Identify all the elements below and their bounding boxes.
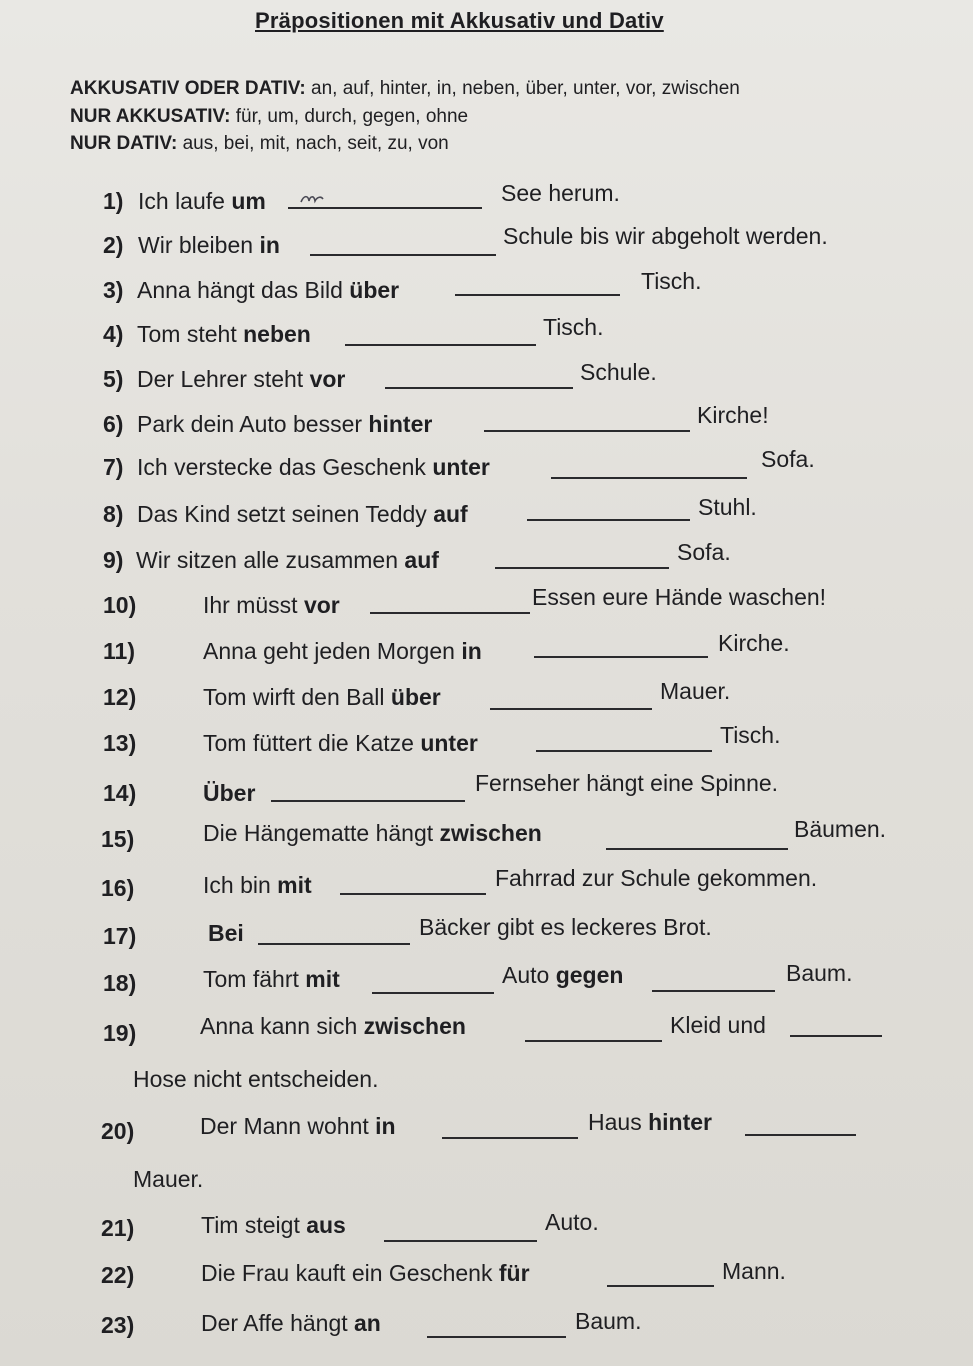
exercise-lead: Tom steht xyxy=(137,321,237,347)
exercise-tail: Baum. xyxy=(786,960,853,986)
answer-blank[interactable] xyxy=(534,656,708,658)
exercise-text xyxy=(137,501,468,528)
exercise-tail: Kirche. xyxy=(718,630,790,656)
exercise-text xyxy=(203,820,542,847)
exercise-tail: Bäumen. xyxy=(794,816,887,842)
exercise-text xyxy=(200,1013,466,1040)
answer-blank[interactable] xyxy=(345,344,536,346)
exercise-lead: Anna geht jeden Morgen xyxy=(203,638,455,664)
exercise-number: 8) xyxy=(103,501,124,527)
exercise-lead: Wir bleiben xyxy=(138,232,254,258)
exercise-text xyxy=(201,1260,530,1287)
exercise-continuation: Hose nicht entscheiden. xyxy=(133,1066,379,1092)
rule-label: AKKUSATIV ODER DATIV: xyxy=(70,78,306,99)
exercise-lead: Tim steigt xyxy=(201,1212,300,1238)
exercise-text xyxy=(137,454,490,481)
exercise-lead: Das Kind setzt seinen Teddy xyxy=(137,501,427,527)
exercise-text xyxy=(588,1109,712,1136)
exercise-tail: Essen eure Hände waschen! xyxy=(532,584,827,610)
rule-text: aus, bei, mit, nach, seit, zu, von xyxy=(182,133,449,154)
exercise-number: 20) xyxy=(101,1118,135,1144)
exercise-tail: Auto. xyxy=(545,1209,599,1235)
exercise-number: 23) xyxy=(101,1312,135,1338)
rule-label: NUR DATIV: xyxy=(70,133,178,154)
exercise-preposition: gegen xyxy=(555,962,624,988)
exercise-text xyxy=(670,1012,766,1039)
exercise-lead: Tom wirft den Ball xyxy=(203,684,385,710)
exercise-preposition: Über xyxy=(203,780,256,806)
exercise-middle: Haus xyxy=(588,1109,642,1135)
exercise-number: 4) xyxy=(103,321,124,347)
exercise-lead: Die Hängematte hängt xyxy=(203,820,434,846)
answer-blank[interactable] xyxy=(288,207,482,209)
exercise-number: 7) xyxy=(103,454,124,480)
exercise-number: 18) xyxy=(103,970,137,996)
exercise-text xyxy=(136,547,439,574)
answer-blank[interactable] xyxy=(310,254,496,256)
exercise-number: 5) xyxy=(103,366,124,392)
answer-blank[interactable] xyxy=(455,294,620,296)
exercise-number: 15) xyxy=(101,826,135,852)
exercise-preposition: mit xyxy=(277,872,312,898)
exercise-text xyxy=(200,1113,396,1140)
exercise-text xyxy=(138,232,280,259)
exercise-preposition: an xyxy=(354,1310,381,1336)
exercise-preposition: mit xyxy=(305,966,340,992)
pencil-scribble-icon xyxy=(300,193,324,205)
exercise-preposition: zwischen xyxy=(439,820,542,846)
exercise-lead: Die Frau kauft ein Geschenk xyxy=(201,1260,493,1286)
exercise-preposition: für xyxy=(498,1260,530,1286)
exercise-preposition: in xyxy=(461,638,482,664)
answer-blank[interactable] xyxy=(427,1336,566,1338)
exercise-preposition: in xyxy=(375,1113,396,1139)
exercise-lead: Anna hängt das Bild xyxy=(137,277,343,303)
answer-blank[interactable] xyxy=(442,1137,578,1139)
exercise-preposition: vor xyxy=(303,592,340,618)
exercise-text xyxy=(137,411,432,438)
exercise-tail: Stuhl. xyxy=(698,494,757,520)
exercise-tail: Fahrrad zur Schule gekommen. xyxy=(495,865,818,891)
exercise-lead: Tom fährt xyxy=(203,966,299,992)
answer-blank[interactable] xyxy=(745,1134,856,1136)
exercise-tail: Tisch. xyxy=(641,268,702,294)
exercise-number: 10) xyxy=(103,592,137,618)
exercise-preposition: auf xyxy=(433,501,468,527)
exercise-number: 16) xyxy=(101,875,135,901)
exercise-preposition: aus xyxy=(306,1212,346,1238)
exercise-text xyxy=(137,321,311,348)
exercise-number: 3) xyxy=(103,277,124,303)
exercise-tail: Sofa. xyxy=(761,446,815,472)
exercise-text xyxy=(203,966,340,993)
exercise-number: 21) xyxy=(101,1215,135,1241)
exercise-text xyxy=(201,1212,346,1239)
exercise-preposition: hinter xyxy=(368,411,433,437)
answer-blank[interactable] xyxy=(271,800,465,802)
exercise-number: 2) xyxy=(103,232,124,258)
exercise-preposition: über xyxy=(349,277,400,303)
exercise-number: 17) xyxy=(103,923,137,949)
rule-text: für, um, durch, gegen, ohne xyxy=(235,106,469,127)
exercise-preposition: zwischen xyxy=(363,1013,466,1039)
exercise-preposition: unter xyxy=(432,454,490,480)
exercise-number: 19) xyxy=(103,1020,137,1046)
exercise-tail: Schule bis wir abgeholt werden. xyxy=(503,223,828,249)
exercise-tail: Fernseher hängt eine Spinne. xyxy=(475,770,779,796)
exercise-number: 12) xyxy=(103,684,137,710)
exercise-preposition: in xyxy=(259,232,280,258)
exercise-text xyxy=(201,1310,381,1337)
answer-blank[interactable] xyxy=(495,567,669,569)
exercise-preposition: hinter xyxy=(648,1109,712,1135)
exercise-lead: Ich bin xyxy=(203,872,271,898)
answer-blank[interactable] xyxy=(372,992,494,994)
exercise-preposition: neben xyxy=(243,321,311,347)
exercise-tail: Tisch. xyxy=(720,722,781,748)
answer-blank[interactable] xyxy=(525,1040,662,1042)
exercise-continuation: Mauer. xyxy=(133,1166,204,1192)
exercise-text xyxy=(502,962,623,989)
exercise-lead: Ihr müsst xyxy=(203,592,298,618)
exercise-tail: Mann. xyxy=(722,1258,786,1284)
answer-blank[interactable] xyxy=(370,612,530,614)
answer-blank[interactable] xyxy=(536,750,712,752)
answer-blank[interactable] xyxy=(790,1035,882,1037)
exercise-number: 14) xyxy=(103,780,137,806)
answer-blank[interactable] xyxy=(606,848,788,850)
exercise-middle: Kleid und xyxy=(670,1012,766,1038)
exercise-text xyxy=(137,277,399,304)
exercise-tail: Kirche! xyxy=(697,402,769,428)
exercise-number: 1) xyxy=(103,188,124,214)
answer-blank[interactable] xyxy=(551,477,747,479)
exercise-lead: Anna kann sich xyxy=(200,1013,358,1039)
exercise-number: 22) xyxy=(101,1262,135,1288)
exercise-preposition: unter xyxy=(420,730,478,756)
exercise-tail: Tisch. xyxy=(543,314,604,340)
answer-blank[interactable] xyxy=(527,519,690,521)
rule-akkusativ-oder-dativ xyxy=(70,78,740,100)
exercise-lead: Ich verstecke das Geschenk xyxy=(137,454,426,480)
exercise-tail: Schule. xyxy=(580,359,657,385)
answer-blank[interactable] xyxy=(258,943,410,945)
exercise-tail: Bäcker gibt es leckeres Brot. xyxy=(419,914,712,940)
exercise-tail: See herum. xyxy=(501,180,620,206)
exercise-lead: Tom füttert die Katze xyxy=(203,730,414,756)
exercise-text xyxy=(203,730,478,757)
exercise-lead: Ich laufe xyxy=(138,188,225,214)
exercise-text xyxy=(203,872,312,899)
answer-blank[interactable] xyxy=(484,430,690,432)
exercise-number: 9) xyxy=(103,547,124,573)
answer-blank[interactable] xyxy=(607,1285,714,1287)
answer-blank[interactable] xyxy=(652,990,775,992)
exercise-preposition: vor xyxy=(309,366,346,392)
exercise-text xyxy=(137,366,345,393)
exercise-number: 6) xyxy=(103,411,124,437)
answer-blank[interactable] xyxy=(384,1240,537,1242)
exercise-tail: Mauer. xyxy=(660,678,731,704)
exercise-preposition: um xyxy=(231,188,266,214)
exercise-text xyxy=(203,780,255,807)
answer-blank[interactable] xyxy=(340,893,486,895)
exercise-preposition: Bei xyxy=(208,920,244,946)
exercise-number: 11) xyxy=(103,638,135,664)
exercise-text xyxy=(208,920,244,947)
answer-blank[interactable] xyxy=(490,708,652,710)
answer-blank[interactable] xyxy=(385,387,573,389)
exercise-text xyxy=(203,592,340,619)
exercise-preposition: auf xyxy=(404,547,439,573)
rule-nur-dativ xyxy=(70,133,449,155)
exercise-lead: Der Affe hängt xyxy=(201,1310,348,1336)
worksheet-title: Präpositionen mit Akkusativ und Dativ xyxy=(255,8,664,33)
exercise-lead: Der Mann wohnt xyxy=(200,1113,369,1139)
exercise-text xyxy=(203,684,441,711)
rule-nur-akkusativ xyxy=(70,106,468,128)
rule-text: an, auf, hinter, in, neben, über, unter, vor, zwischen xyxy=(311,78,740,99)
exercise-tail: Sofa. xyxy=(677,539,731,565)
exercise-text xyxy=(203,638,482,665)
exercise-text xyxy=(138,188,266,215)
exercise-lead: Park dein Auto besser xyxy=(137,411,363,437)
exercise-lead: Wir sitzen alle zusammen xyxy=(136,547,399,573)
exercise-lead: Der Lehrer steht xyxy=(137,366,304,392)
exercise-number: 13) xyxy=(103,730,137,756)
exercise-middle: Auto xyxy=(502,962,550,988)
rule-label: NUR AKKUSATIV: xyxy=(70,106,231,127)
exercise-tail: Baum. xyxy=(575,1308,642,1334)
exercise-preposition: über xyxy=(390,684,441,710)
